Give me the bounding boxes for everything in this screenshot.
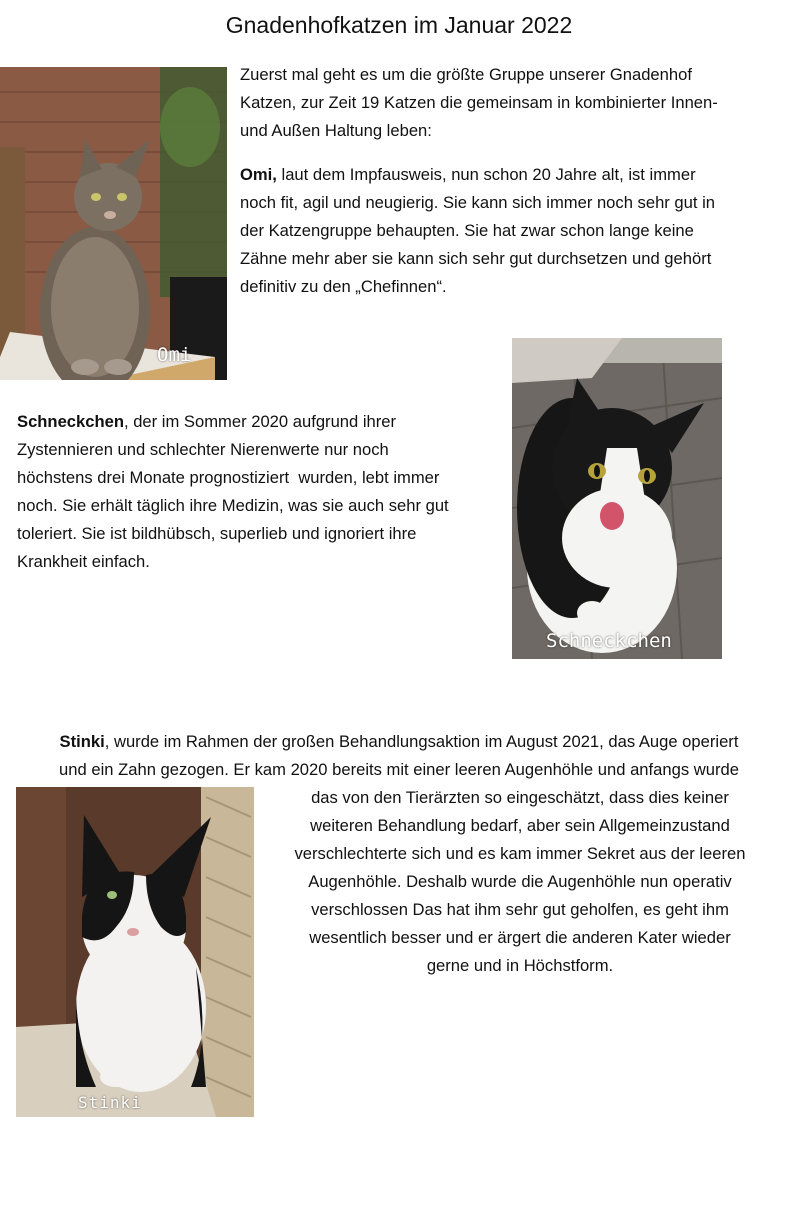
stinki-line: verschlechterte sich und es kam immer Sekret aus der leeren: [294, 844, 746, 863]
schneckchen-name: Schneckchen: [17, 412, 124, 431]
schneckchen-line: Zystennieren und schlechter Nierenwerte nur noch: [17, 440, 389, 459]
stinki-photo: [16, 787, 254, 1117]
intro-line: Zuerst mal geht es um die größte Gruppe unserer Gnadenhof: [240, 65, 692, 84]
schneckchen-line: toleriert. Sie ist bildhübsch, superlieb und ignoriert ihre: [17, 524, 417, 543]
omi-line: definitiv zu den „Chefinnen“.: [240, 277, 447, 296]
intro-line: Katzen, zur Zeit 19 Katzen die gemeinsam in kombinierter Innen-: [240, 93, 718, 112]
page-title: Gnadenhofkatzen im Januar 2022: [225, 12, 573, 38]
stinki-line: und ein Zahn gezogen. Er kam 2020 bereits mit einer leeren Augenhöhle und anfangs wurde: [59, 760, 739, 779]
stinki-line: Augenhöhle. Deshalb wurde die Augenhöhle nun operativ: [308, 872, 732, 891]
schneckchen-line: höchstens drei Monate prognostiziert wurden, lebt immer: [17, 468, 440, 487]
omi-line: Zähne mehr aber sie kann sich sehr gut durchsetzen und gehört: [240, 249, 712, 268]
omi-line: noch fit, agil und neugierig. Sie kann sich immer noch sehr gut in: [240, 193, 716, 212]
omi-photo: [0, 67, 227, 380]
stinki-line: wesentlich besser und er ärgert die anderen Kater wieder: [309, 928, 731, 947]
omi-name: Omi,: [240, 165, 277, 184]
omi-paragraph: [240, 161, 780, 301]
schneckchen-line-text: , der im Sommer 2020 aufgrund ihrer: [123, 412, 397, 431]
stinki-paragraph: [262, 784, 778, 980]
stinki-line: verschlossen Das hat ihm sehr gut geholfen, es geht ihm: [311, 900, 729, 919]
schneckchen-photo: [512, 338, 722, 659]
intro-paragraph: [240, 61, 780, 145]
omi-line-text: laut dem Impfausweis, nun schon 20 Jahre alt, ist immer: [276, 165, 696, 184]
stinki-line: das von den Tierärzten so eingeschätzt, dass dies keiner: [311, 788, 729, 807]
schneckchen-line: Krankheit einfach.: [17, 552, 150, 571]
omi-line: [240, 161, 780, 189]
schneckchen-paragraph: [17, 408, 507, 576]
omi-caption: Omi: [157, 344, 192, 366]
stinki-line: gerne und in Höchstform.: [426, 956, 614, 975]
schneckchen-line: [17, 408, 507, 436]
stinki-line: weiteren Behandlung bedarf, aber sein Allgemeinzustand: [310, 816, 730, 835]
schneckchen-line: noch. Sie erhält täglich ihre Medizin, was sie auch sehr gut: [17, 496, 449, 515]
stinki-name: Stinki: [59, 732, 105, 751]
omi-line: der Katzengruppe behaupten. Sie hat zwar schon lange keine: [240, 221, 694, 240]
stinki-caption: Stinki: [78, 1093, 142, 1112]
intro-line: und Außen Haltung leben:: [240, 121, 432, 140]
stinki-line: [0, 728, 798, 756]
stinki-line-text: , wurde im Rahmen der großen Behandlungsaktion im August 2021, das Auge operiert: [104, 732, 739, 751]
schneckchen-caption: Schneckchen: [546, 630, 672, 652]
